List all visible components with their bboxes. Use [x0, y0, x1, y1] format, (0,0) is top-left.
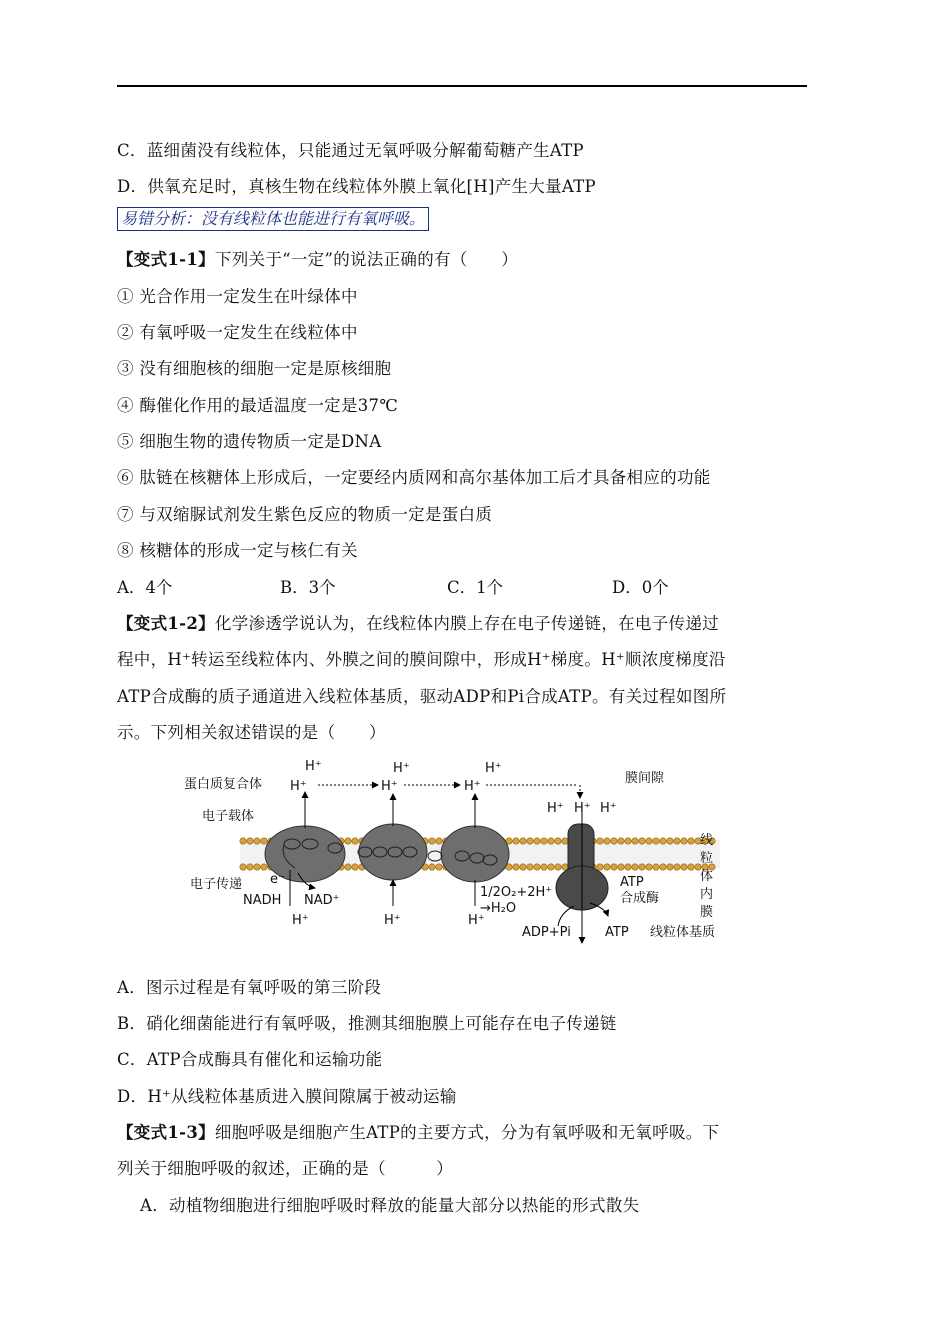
statement-6: ⑥ 肽链在核糖体上形成后，一定要经内质网和高尔基体加工后才具备相应的功能	[117, 468, 711, 487]
inner-membrane-label-3: 体	[700, 869, 714, 884]
question-1-2-stem	[117, 613, 719, 635]
lipid-head	[660, 838, 666, 844]
question-1-2-line-3: ATP合成酶的质子通道进入线粒体基质，驱动ADP和Pi合成ATP。有关过程如图所	[117, 687, 727, 706]
lipid-head	[618, 838, 624, 844]
statement-7: ⑦ 与双缩脲试剂发生紫色反应的物质一定是蛋白质	[117, 505, 493, 524]
lipid-head	[429, 838, 435, 844]
lipid-head	[345, 864, 351, 870]
adp-pi-label: ADP+Pi	[522, 925, 571, 940]
lipid-head	[667, 838, 673, 844]
question-1-3-stem	[117, 1122, 719, 1144]
lipid-head	[667, 864, 673, 870]
oxygen-reaction-label: 1/2O₂+2H⁺	[480, 885, 553, 900]
water-product-label: →H₂O	[480, 901, 517, 916]
electron-carrier-label: 电子载体	[202, 809, 255, 824]
question-1-1-stem	[117, 249, 518, 271]
lipid-head	[240, 864, 246, 870]
lipid-head	[597, 864, 603, 870]
question-1-2-line-1: 化学渗透学说认为，在线粒体内膜上存在电子传递链，在电子传递过	[214, 614, 719, 633]
nadh-label: NADH	[243, 893, 282, 908]
q1-option-c: C．1个	[447, 578, 504, 597]
hplus-label-top-1: H⁺	[305, 759, 322, 774]
q1-option-d: D．0个	[612, 578, 669, 597]
hplus-label-3: H⁺	[464, 779, 481, 794]
lipid-head	[660, 864, 666, 870]
lipid-head	[653, 864, 659, 870]
question-1-1-text: 下列关于“一定”的说法正确的有（ ）	[214, 250, 518, 269]
lipid-head	[261, 864, 267, 870]
lipid-head	[520, 838, 526, 844]
inner-membrane-label-5: 膜	[700, 905, 714, 920]
lipid-head	[611, 838, 617, 844]
lipid-head	[429, 864, 435, 870]
intermembrane-space-label: 膜间隙	[625, 771, 665, 786]
lipid-head	[548, 838, 554, 844]
lipid-head	[562, 864, 568, 870]
lipid-head	[534, 838, 540, 844]
lipid-head	[604, 864, 610, 870]
lipid-head	[618, 864, 624, 870]
question-1-3-line-1: 细胞呼吸是细胞产生ATP的主要方式，分为有氧呼吸和无氧呼吸。下	[214, 1123, 720, 1142]
lipid-head	[352, 864, 358, 870]
hplus-label-top-3: H⁺	[485, 761, 502, 776]
hplus-label-synthase-3: H⁺	[600, 801, 617, 816]
q2-option-a: A．图示过程是有氧呼吸的第三阶段	[117, 978, 382, 997]
protein-complex-3	[441, 826, 509, 882]
inner-membrane-label-1: 线	[700, 833, 714, 848]
lipid-head	[653, 838, 659, 844]
statement-8: ⑧ 核糖体的形成一定与核仁有关	[117, 541, 358, 560]
lipid-head	[527, 864, 533, 870]
hplus-label-synthase-1: H⁺	[547, 801, 564, 816]
electron-transfer-label: 电子传递	[190, 877, 243, 892]
lipid-head	[604, 838, 610, 844]
q1-option-a: A．4个	[117, 578, 173, 597]
lipid-head	[513, 864, 519, 870]
lipid-head	[254, 838, 260, 844]
lipid-head	[632, 864, 638, 870]
statement-2: ② 有氧呼吸一定发生在线粒体中	[117, 323, 358, 342]
hplus-label-2: H⁺	[381, 779, 398, 794]
statement-5: ⑤ 细胞生物的遗传物质一定是DNA	[117, 432, 382, 451]
lipid-head	[541, 838, 547, 844]
hplus-label-bottom-1: H⁺	[292, 913, 309, 928]
lipid-head	[527, 838, 533, 844]
option-d-top: D．供氧充足时，真核生物在线粒体外膜上氧化[H]产生大量ATP	[117, 177, 596, 196]
statement-1: ① 光合作用一定发生在叶绿体中	[117, 287, 358, 306]
lipid-head	[625, 864, 631, 870]
lipid-head	[240, 838, 246, 844]
q2-option-b: B．硝化细菌能进行有氧呼吸，推测其细胞膜上可能存在电子传递链	[117, 1014, 617, 1033]
lipid-head	[352, 838, 358, 844]
lipid-head	[555, 864, 561, 870]
q3-option-a: A．动植物细胞进行细胞呼吸时释放的能量大部分以热能的形式散失	[140, 1196, 640, 1215]
lipid-head	[548, 864, 554, 870]
electron-label: e⁻	[270, 872, 285, 887]
question-1-2-tag: 【变式1-2】	[117, 614, 215, 633]
hplus-label-bottom-3: H⁺	[468, 913, 485, 928]
question-1-3-tag: 【变式1-3】	[117, 1123, 215, 1142]
hplus-label-bottom-2: H⁺	[384, 913, 401, 928]
lipid-head	[247, 838, 253, 844]
hplus-label-synthase-2: H⁺	[574, 801, 591, 816]
option-c-top: C．蓝细菌没有线粒体，只能通过无氧呼吸分解葡萄糖产生ATP	[117, 141, 584, 160]
lipid-head	[597, 838, 603, 844]
inner-membrane-label-4: 内	[700, 887, 714, 902]
lipid-head	[247, 864, 253, 870]
question-1-2-line-2: 程中，H⁺转运至线粒体内、外膜之间的膜间隙中，形成H⁺梯度。H⁺顺浓度梯度沿	[117, 650, 726, 669]
lipid-head	[562, 838, 568, 844]
protein-complex-label: 蛋白质复合体	[184, 777, 263, 792]
question-1-1-tag: 【变式1-1】	[117, 250, 215, 269]
lipid-head	[254, 864, 260, 870]
lipid-head	[688, 864, 694, 870]
lipid-head	[625, 838, 631, 844]
lipid-head	[513, 838, 519, 844]
lipid-head	[436, 838, 442, 844]
lipid-head	[541, 864, 547, 870]
lipid-head	[611, 864, 617, 870]
statement-3: ③ 没有细胞核的细胞一定是原核细胞	[117, 359, 392, 378]
nad-label: NAD⁺	[304, 893, 340, 908]
lipid-head	[639, 838, 645, 844]
lipid-head	[639, 864, 645, 870]
question-1-3-line-2: 列关于细胞呼吸的叙述，正确的是（ ）	[117, 1159, 453, 1178]
atp-synthase-label-1: ATP	[620, 875, 644, 890]
q1-option-b: B．3个	[280, 578, 336, 597]
hplus-label-top-2: H⁺	[393, 761, 410, 776]
header-rule	[117, 85, 807, 87]
q2-option-d: D．H⁺从线粒体基质进入膜间隙属于被动运输	[117, 1087, 457, 1106]
lipid-head	[534, 864, 540, 870]
q2-option-c: C．ATP合成酶具有催化和运输功能	[117, 1050, 383, 1069]
statement-4: ④ 酶催化作用的最适温度一定是37℃	[117, 396, 399, 415]
electron-transport-chain-diagram	[180, 758, 750, 948]
inner-membrane-label-2: 粒	[700, 851, 714, 866]
lipid-head	[261, 838, 267, 844]
lipid-head	[681, 864, 687, 870]
lipid-head	[646, 838, 652, 844]
lipid-head	[681, 838, 687, 844]
question-1-2-line-4: 示。下列相关叙述错误的是（ ）	[117, 723, 386, 742]
lipid-head	[674, 838, 680, 844]
lipid-head	[632, 838, 638, 844]
error-analysis-note: 易错分析：没有线粒体也能进行有氧呼吸。	[117, 207, 429, 231]
lipid-head	[345, 838, 351, 844]
lipid-head	[674, 864, 680, 870]
lipid-head	[436, 864, 442, 870]
lipid-head	[520, 864, 526, 870]
lipid-head	[555, 838, 561, 844]
matrix-label: 线粒体基质	[650, 925, 716, 940]
lipid-head	[688, 838, 694, 844]
lipid-head	[646, 864, 652, 870]
atp-synthase-label-2: 合成酶	[620, 891, 660, 906]
hplus-label-1: H⁺	[290, 779, 307, 794]
atp-product-label: ATP	[605, 925, 629, 940]
